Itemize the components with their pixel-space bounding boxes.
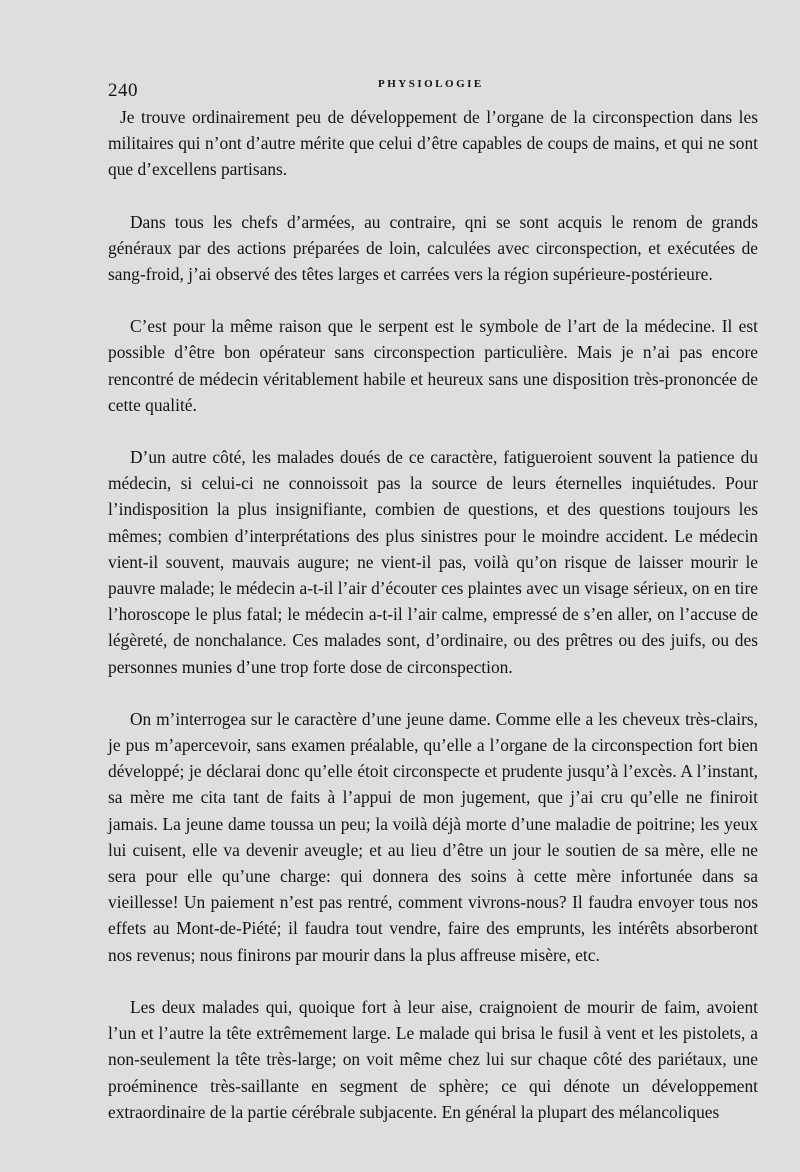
paragraph-1: Je trouve ordinairement peu de développement de l’organe de la circonspection dans les militaires qui n’ont d’autre mérite que celui d’être capables de coups de mains, et qui ne sont que d’excellens partisans. <box>108 107 758 180</box>
page-number: 240 <box>108 80 138 101</box>
paragraph-2: Dans tous les chefs d’armées, au contraire, qni se sont acquis le renom de grands généraux par des actions préparées de loin, calculées avec circonspection, et exécutées de sang-froid, j’ai observé des têtes larges et carrées vers la région supérieure-postérieure. <box>108 211 758 285</box>
page-header <box>108 76 758 100</box>
paragraph-6: Les deux malades qui, quoique fort à leur aise, craignoient de mourir de faim, avoient l’un et l’autre la tête extrêmement large. Le malade qui brisa le fusil à vent et les pistolets, a non-seulement la tête très-large; on voit même chez lui sur chaque côté des pariétaux, une proéminence très-saillante en segment de sphère; ce qui dénote un développement extraordinaire de la partie cérébrale subjacente. En général la plupart des mélancoliques <box>108 996 758 1122</box>
running-title: PHYSIOLOGIE <box>378 78 484 90</box>
paragraph-3: C’est pour la même raison que le serpent est le symbole de l’art de la médecine. Il est possible d’être bon opérateur sans circonspection particulière. Mais je n’ai pas encore rencontré de médecin véritablement habile et heureux sans une disposition très-prononcée de cette qualité. <box>108 316 758 415</box>
paragraph-4: D’un autre côté, les malades doués de ce caractère, fatigueroient souvent la patience du médecin, si celui-ci ne connoissoit pas la source de leurs éternelles inquiétudes. Pour l’indisposition la plus insignifiante, combien de questions, et des questions toujours les mêmes; combien d’interprétations des plus sinistres pour le moindre accident. Le médecin vient-il souvent, mauvais augure; ne vient-il pas, voilà qu’on risque de laisser mourir le pauvre malade; le médecin a-t-il l’air d’écouter ces plaintes avec un visage sérieux, on en tire l’horoscope le plus fatal; le médecin a-t-il l’air calme, empressé de s’en aller, on l’accuse de légèreté, de nonchalance. Ces malades sont, d’ordinaire, ou des prêtres ou des juifs, ou des personnes munies d’une trop forte dose de circonspection. <box>108 447 758 677</box>
paragraph-5: On m’interrogea sur le caractère d’une jeune dame. Comme elle a les cheveux très-clairs, je pus m’apercevoir, sans examen préalable, qu’elle a l’organe de la circonspection fort bien développé; je déclarai donc qu’elle étoit circonspecte et prudente jusqu’à l’excès. A l’instant, sa mère me cita tant de faits à l’appui de mon jugement, que j’ai cru qu’elle ne finiroit jamais. La jeune dame toussa un peu; la voilà déjà morte d’une maladie de poitrine; les yeux lui cuisent, elle va devenir aveugle; et au lieu d’être un jour le soutien de sa mère, elle ne sera pour elle qu’une charge: qui donnera des soins à cette mère infortunée dans sa vieillesse! Un paiement n’est pas rentré, comment vivrons-nous? Il faudra envoyer tous nos effets au Mont-de-Piété; il faudra tout vendre, faire des emprunts, les intérêts absorberont nos revenus; nous finirons par mourir dans la plus affreuse misère, etc. <box>108 708 758 965</box>
body-text <box>108 104 758 1125</box>
